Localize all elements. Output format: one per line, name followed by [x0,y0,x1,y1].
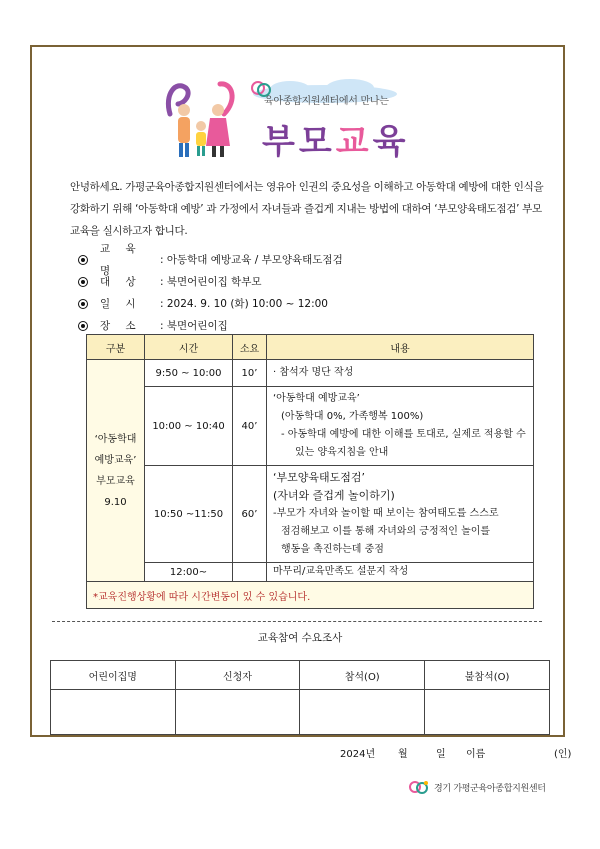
footer-logo [408,776,546,798]
bullet-icon [78,255,88,265]
duration-cell: 10’ [233,360,267,387]
page-title: 부모교육 [262,122,410,162]
table-row [87,387,534,466]
intro-paragraph: 안녕하세요. 가평군육아종합지원센터에서는 영유아 인권의 중요성을 이해하고 아동학대 예방에 대한 인식을 강화하기 위해 ‘아동학대 예방’ 과 가정에서 자녀들과 즐겁게 지내는 방법에 대하여 ‘부모양육태도점검’ 부모교육을 실시하고자 합니다. [70,181,544,237]
time-cell: 9:50 ~ 10:00 [145,360,233,387]
absent-field[interactable] [425,690,550,735]
duration-cell: 40’ [233,387,267,466]
col-header-absent: 불참석(O) [425,661,550,690]
duration-cell: 60’ [233,466,267,563]
signature-name: 이름 [466,749,486,760]
schedule-group-cell: ‘아동학대 예방교육’ 부모교육 9.10 [87,360,145,582]
header-banner [162,70,422,162]
survey-input-row [51,690,550,735]
info-row-title: 교 육 명 : 아동학대 예방교육 / 부모양육태도점검 [78,249,343,271]
schedule-note: *교육진행상황에 따라 시간변동이 있 수 있습니다. [87,582,534,609]
footer-org-name: 경기 가평군육아종합지원센터 [434,783,546,794]
survey-header-row [51,661,550,690]
table-row [87,360,534,387]
time-cell: 10:50 ~11:50 [145,466,233,563]
info-row-place: 장 소 : 북면어린이집 [78,315,343,337]
attend-field[interactable] [300,690,425,735]
signature-seal: (인) [554,749,572,760]
content-cell: · 참석자 명단 작성 [267,360,534,387]
applicant-field[interactable] [175,690,300,735]
col-header-category: 구분 [87,335,145,360]
time-cell: 10:00 ~ 10:40 [145,387,233,466]
col-header-attend: 참석(O) [300,661,425,690]
content-cell: 마무리/교육만족도 설문지 작성 [267,563,534,582]
table-row [87,563,534,582]
info-row-target: 대 상 : 북면어린이집 학부모 [78,271,343,293]
cut-line-divider [52,621,542,622]
signature-day: 일 [436,749,446,760]
bullet-icon [78,277,88,287]
daycare-name-field[interactable] [51,690,176,735]
family-illustration-icon [162,74,242,160]
signature-month: 월 [398,749,408,760]
survey-title: 교육참여 수요조사 [257,632,343,644]
col-header-daycare-name: 어린이집명 [51,661,176,690]
time-cell: 12:00~ [145,563,233,582]
col-header-duration: 소요 [233,335,267,360]
schedule-table [86,334,534,609]
schedule-note-row [87,582,534,609]
signature-line [0,745,600,761]
content-cell: ‘아동학대 예방교육’ (아동학대 0%, 가족행복 100%) - 아동학대 예방에 대한 이해를 토대로, 실제로 적용할 수 있는 양육지침을 안내 [267,387,534,466]
event-info-list [78,243,343,337]
schedule-header-row [87,335,534,360]
sc-logo-icon [408,779,430,795]
info-row-datetime: 일 시 : 2024. 9. 10 (화) 10:00 ~ 12:00 [78,293,343,315]
table-row [87,466,534,563]
duration-cell [233,563,267,582]
col-header-content: 내용 [267,335,534,360]
bullet-icon [78,299,88,309]
survey-table [50,660,550,735]
content-cell: ‘부모양육태도점검’ (자녀와 즐겁게 놀이하기) -부모가 자녀와 놀이할 때 보이는 참여태도를 스스로 점검해보고 이를 통해 자녀와의 긍정적인 놀이를 행동을 촉진하는데 중점 [267,466,534,563]
center-name: 육아종합지원센터에서 만나는 [264,96,389,107]
bullet-icon [78,321,88,331]
col-header-time: 시간 [145,335,233,360]
col-header-applicant: 신청자 [175,661,300,690]
signature-year: 2024년 [340,749,376,760]
